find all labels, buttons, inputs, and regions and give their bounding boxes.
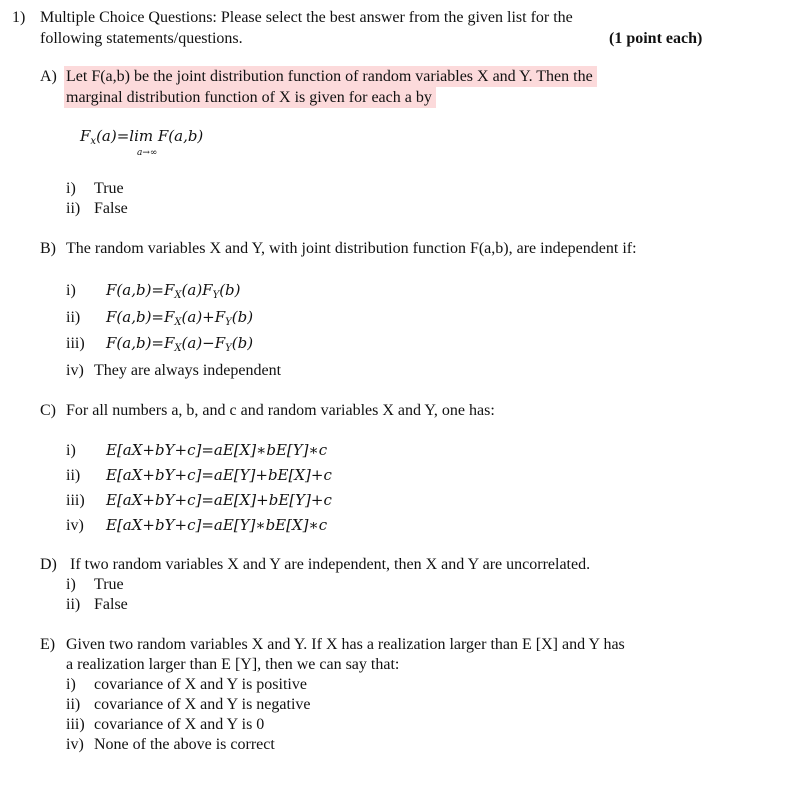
option-text: They are always independent — [94, 362, 282, 379]
question-number: 1) — [12, 9, 26, 26]
section-a-line-1: Let F(a,b) be the joint distribution function of random variables X and Y. Then the — [64, 66, 597, 87]
option-label: iii) — [66, 716, 85, 733]
marginal-formula: $F_x(a)=\lim$ F(a,b) — [80, 127, 204, 147]
option-formula: $F(a,b)=F_X(a)F_Y(b)$ — [106, 281, 241, 301]
option-label: i) — [66, 442, 76, 459]
section-e-label: E) — [40, 636, 56, 653]
option-label: iv) — [66, 517, 84, 534]
option-text: True — [94, 576, 124, 593]
option-label: ii) — [66, 200, 81, 217]
option-label: ii) — [66, 596, 81, 613]
option-label: iii) — [66, 335, 85, 352]
limit-subscript: a→∞ — [137, 148, 158, 158]
section-d-label: D) — [40, 556, 57, 573]
section-b-label: B) — [40, 240, 56, 257]
option-label: i) — [66, 180, 76, 197]
section-b-text: The random variables X and Y, with joint distribution function F(a,b), are independent if: — [66, 240, 637, 257]
section-d-text: If two random variables X and Y are independent, then X and Y are uncorrelated. — [70, 556, 591, 573]
option-label: iv) — [66, 736, 84, 753]
option-text: False — [94, 596, 128, 613]
section-c-text: For all numbers a, b, and c and random variables X and Y, one has: — [66, 402, 495, 419]
section-e-line-1: Given two random variables X and Y. If X has a realization larger than E [X] and Y has — [66, 636, 625, 653]
section-a-line-2: marginal distribution function of X is given for each a by — [64, 87, 436, 108]
points-note: (1 point each) — [609, 30, 703, 47]
option-formula: $F(a,b)=F_X(a)+F_Y(b)$ — [106, 308, 254, 328]
option-formula: E[aX+bY+c]=aE[Y]∗bE[X]∗c — [106, 516, 328, 534]
section-a-label: A) — [40, 68, 57, 85]
option-formula: $F(a,b)=F_X(a)-F_Y(b)$ — [106, 334, 254, 354]
section-c-label: C) — [40, 402, 56, 419]
option-label: iii) — [66, 492, 85, 509]
option-formula: E[aX+bY+c]=aE[Y]+bE[X]+c — [106, 466, 332, 484]
header-line-1: Multiple Choice Questions: Please select the best answer from the given list for the — [40, 9, 573, 26]
option-text: covariance of X and Y is positive — [94, 676, 307, 693]
option-label: ii) — [66, 467, 81, 484]
option-text: False — [94, 200, 128, 217]
option-text: True — [94, 180, 124, 197]
option-label: ii) — [66, 696, 81, 713]
header-line-2: following statements/questions. — [40, 30, 243, 47]
option-text: covariance of X and Y is 0 — [94, 716, 265, 733]
option-label: i) — [66, 676, 76, 693]
option-label: iv) — [66, 362, 84, 379]
option-text: None of the above is correct — [94, 736, 275, 753]
option-text: covariance of X and Y is negative — [94, 696, 311, 713]
section-e-line-2: a realization larger than E [Y], then we can say that: — [66, 656, 400, 673]
option-label: i) — [66, 576, 76, 593]
option-label: ii) — [66, 309, 81, 326]
option-label: i) — [66, 282, 76, 299]
option-formula: E[aX+bY+c]=aE[X]+bE[Y]+c — [106, 491, 332, 509]
option-formula: E[aX+bY+c]=aE[X]∗bE[Y]∗c — [106, 441, 328, 459]
